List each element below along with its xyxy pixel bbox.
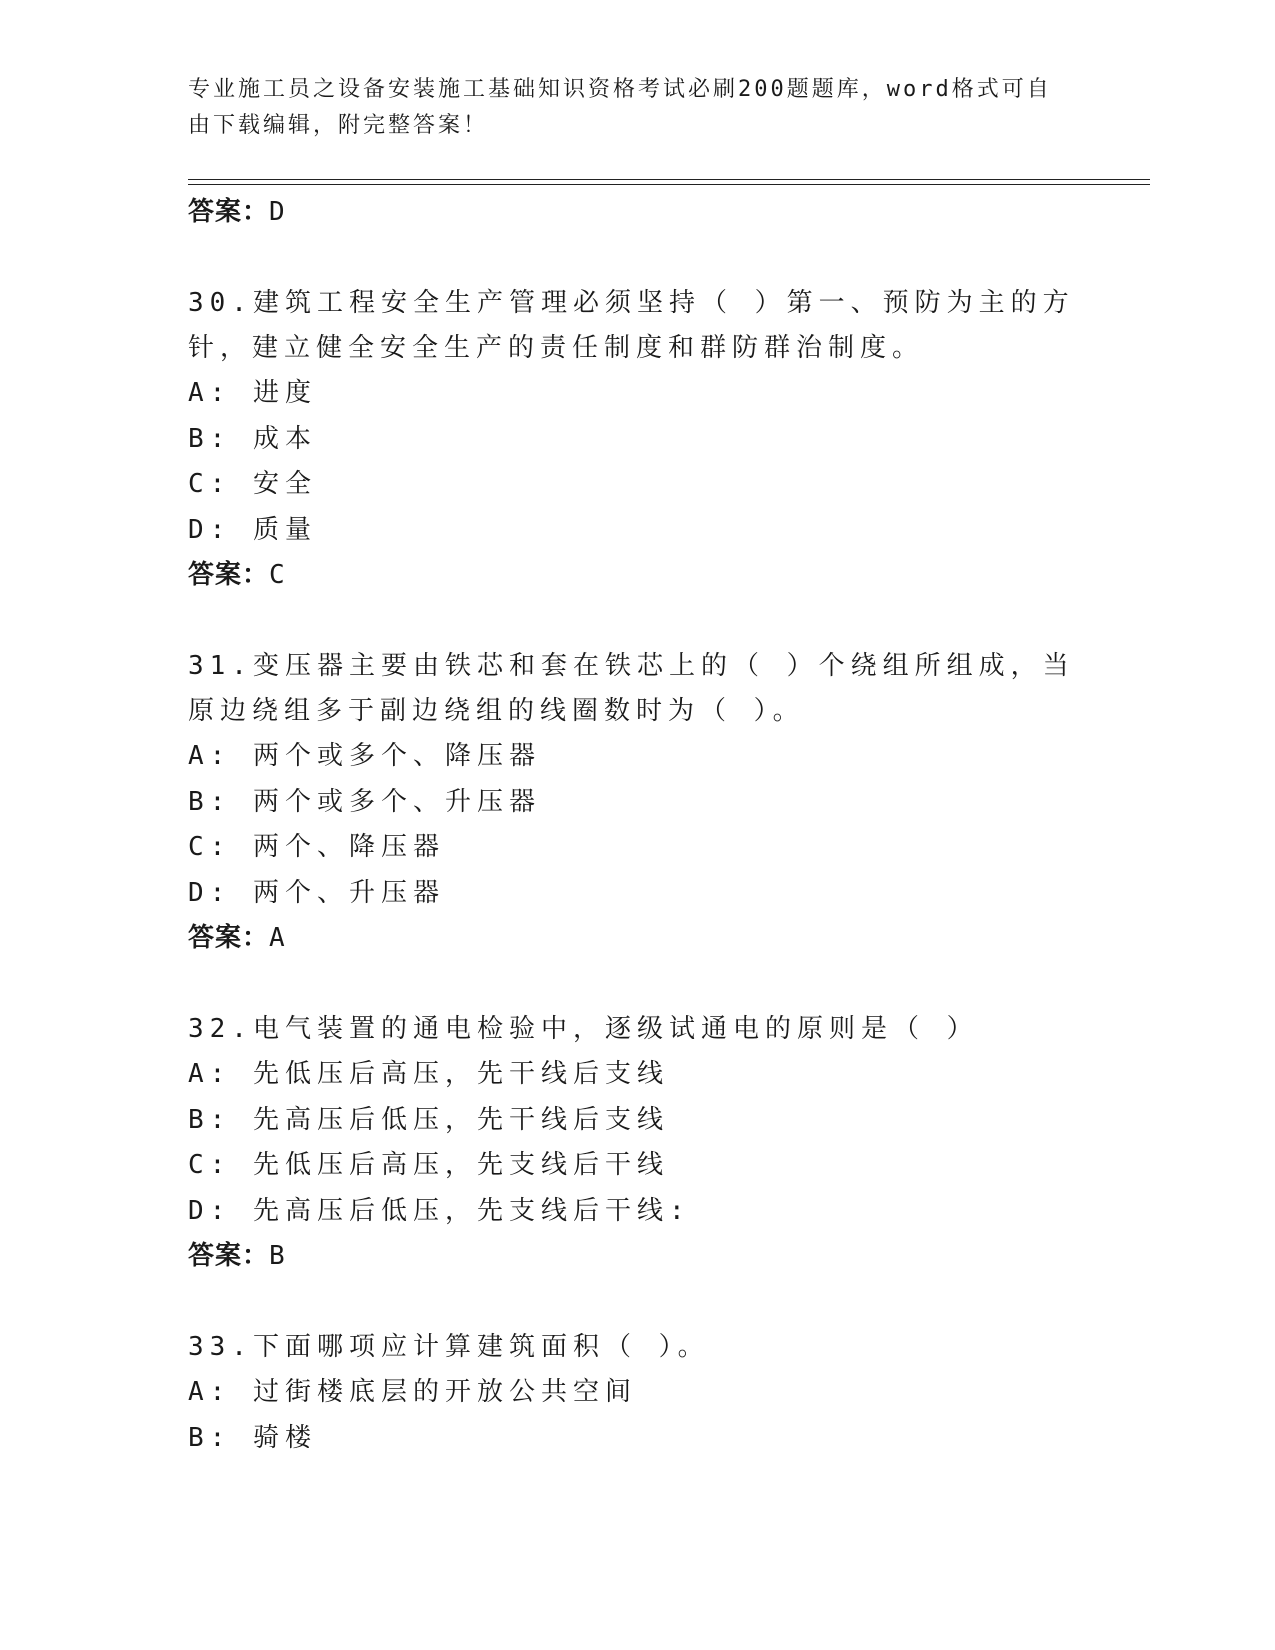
answer-label: 答案：	[188, 1241, 270, 1271]
question-list	[188, 190, 1088, 1461]
answer-value: C	[269, 560, 286, 590]
answer-label: 答案：	[188, 197, 270, 227]
question-stem: 31.变压器主要由铁芯和套在铁芯上的（ ）个绕组所组成，当原边绕组多于副边绕组的线圈数时为（ ）。	[188, 651, 1075, 726]
option-a: A: 过街楼底层的开放公共空间	[188, 1377, 637, 1407]
option-a: A: 先低压后高压，先干线后支线	[188, 1059, 669, 1089]
option-a: A: 进度	[188, 378, 317, 408]
header-divider-top	[188, 179, 1150, 180]
option-b: B: 先高压后低压，先干线后支线	[188, 1104, 669, 1135]
option-c: C: 先低压后高压，先支线后干线	[188, 1150, 669, 1180]
answer-label: 答案：	[188, 923, 270, 953]
answer-value: D	[269, 197, 286, 227]
option-a: A: 两个或多个、降压器	[188, 741, 541, 771]
answer-label: 答案：	[188, 560, 270, 590]
question-block	[188, 644, 1088, 960]
question-stem: 32.电气装置的通电检验中，逐级试通电的原则是（ ）	[188, 1014, 979, 1044]
question-block	[188, 1325, 1088, 1461]
answer-line	[188, 553, 1088, 597]
answer-line	[188, 190, 1088, 234]
option-d: D: 先高压后低压，先支线后干线:	[188, 1195, 691, 1226]
option-d: D: 两个、升压器	[188, 877, 445, 908]
question-block	[188, 1007, 1088, 1278]
document-header-title: 专业施工员之设备安装施工基础知识资格考试必刷200题题库，word格式可自由下载编辑，附完整答案！	[188, 77, 1052, 138]
header-divider-bottom	[188, 184, 1150, 185]
question-stem: 33.下面哪项应计算建筑面积（ ）。	[188, 1332, 710, 1362]
option-b: B: 骑楼	[188, 1422, 317, 1453]
question-stem: 30.建筑工程安全生产管理必须坚持（ ）第一、预防为主的方针，建立健全安全生产的责任制度和群防群治制度。	[188, 288, 1075, 363]
question-block	[188, 281, 1088, 597]
option-b: B: 成本	[188, 423, 317, 454]
option-b: B: 两个或多个、升压器	[188, 786, 541, 817]
answer-line	[188, 1234, 1088, 1278]
answer-line	[188, 916, 1088, 960]
option-c: C: 安全	[188, 469, 317, 499]
answer-value: A	[269, 923, 286, 953]
option-c: C: 两个、降压器	[188, 832, 445, 862]
answer-value: B	[269, 1241, 286, 1271]
option-d: D: 质量	[188, 514, 317, 545]
